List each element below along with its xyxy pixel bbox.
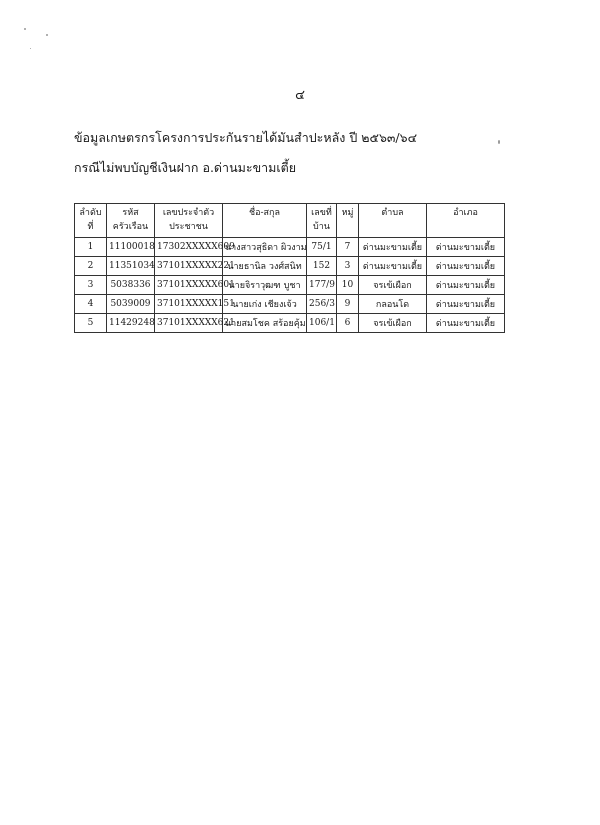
cell-name: นายเก่ง เชียงเจ้ว: [223, 295, 307, 314]
table-row: [75, 257, 505, 276]
cell-district: ด่านมะขามเตี้ย: [427, 295, 505, 314]
cell-household-code: 11100018: [107, 238, 155, 257]
header-name: ชื่อ-สกุล: [223, 204, 307, 238]
cell-order: 5: [75, 314, 107, 333]
scan-speck: [24, 28, 26, 30]
document-title: ข้อมูลเกษตรกรโครงการประกันรายได้มันสำปะหลัง ปี ๒๕๖๓/๖๔: [74, 130, 418, 145]
cell-house-number: 75/1: [307, 238, 337, 257]
cell-name: นายสมโชค สร้อยคุ้ม: [223, 314, 307, 333]
table-row: [75, 276, 505, 295]
table-row: [75, 314, 505, 333]
header-house-number: เลขที่ บ้าน: [307, 204, 337, 238]
cell-subdistrict: กลอนโด: [359, 295, 427, 314]
cell-citizen-id: 37101XXXXX151: [155, 295, 223, 314]
cell-name: นายจิราวุฒฑ บูชา: [223, 276, 307, 295]
cell-household-code: 5038336: [107, 276, 155, 295]
cell-district: ด่านมะขามเตี้ย: [427, 238, 505, 257]
header-district: อำเภอ: [427, 204, 505, 238]
cell-subdistrict: จรเข้เผือก: [359, 314, 427, 333]
cell-household-code: 11429248: [107, 314, 155, 333]
cell-village: 3: [337, 257, 359, 276]
cell-village: 6: [337, 314, 359, 333]
cell-order: 2: [75, 257, 107, 276]
header-order: ลำดับ ที่: [75, 204, 107, 238]
cell-citizen-id: 17302XXXXX609: [155, 238, 223, 257]
cell-subdistrict: จรเข้เผือก: [359, 276, 427, 295]
scan-speck: [30, 48, 31, 49]
cell-house-number: 106/1: [307, 314, 337, 333]
cell-village: 10: [337, 276, 359, 295]
cell-name: นายธานิล วงศ์สนิท: [223, 257, 307, 276]
cell-order: 4: [75, 295, 107, 314]
cell-subdistrict: ด่านมะขามเตี้ย: [359, 238, 427, 257]
scan-speck: [498, 140, 500, 144]
scan-speck: [46, 34, 48, 36]
page-number: ๔: [295, 88, 305, 103]
table-header-row: [75, 204, 505, 238]
header-village: หมู่: [337, 204, 359, 238]
cell-village: 9: [337, 295, 359, 314]
table-row: [75, 238, 505, 257]
cell-household-code: 11351034: [107, 257, 155, 276]
cell-district: ด่านมะขามเตี้ย: [427, 257, 505, 276]
cell-district: ด่านมะขามเตี้ย: [427, 276, 505, 295]
cell-citizen-id: 37101XXXXX621: [155, 314, 223, 333]
header-subdistrict: ตำบล: [359, 204, 427, 238]
cell-subdistrict: ด่านมะขามเตี้ย: [359, 257, 427, 276]
header-household-code: รหัส ครัวเรือน: [107, 204, 155, 238]
document-subtitle: กรณีไม่พบบัญชีเงินฝาก อ.ด่านมะขามเตี้ย: [74, 160, 297, 175]
cell-citizen-id: 37101XXXXX601: [155, 276, 223, 295]
cell-order: 1: [75, 238, 107, 257]
cell-citizen-id: 37101XXXXX221: [155, 257, 223, 276]
cell-house-number: 152: [307, 257, 337, 276]
cell-household-code: 5039009: [107, 295, 155, 314]
cell-order: 3: [75, 276, 107, 295]
cell-village: 7: [337, 238, 359, 257]
header-citizen-id: เลขประจำตัว ประชาชน: [155, 204, 223, 238]
table-row: [75, 295, 505, 314]
cell-house-number: 177/9: [307, 276, 337, 295]
cell-name: นางสาวสุธิดา ผิวงาม: [223, 238, 307, 257]
cell-district: ด่านมะขามเตี้ย: [427, 314, 505, 333]
cell-house-number: 256/3: [307, 295, 337, 314]
farmer-table: [74, 203, 505, 333]
